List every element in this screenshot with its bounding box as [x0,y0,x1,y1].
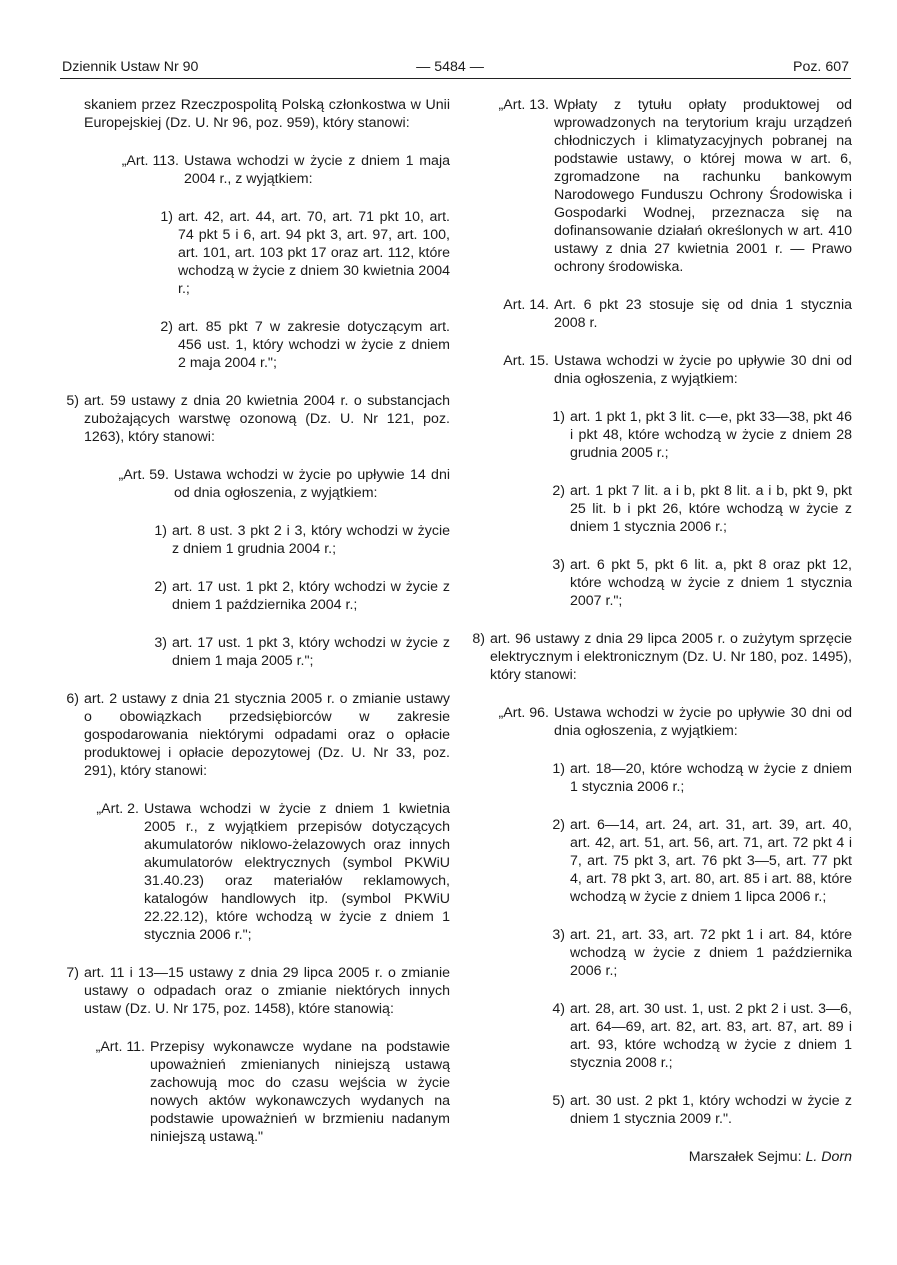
article-59 [58,466,450,502]
point-text: art. 18—20, które wchodzą w życie z dniem 1 stycznia 2006 r.; [570,761,852,795]
header-rule [60,78,851,79]
item-number: 7) [66,965,79,981]
article-label: „Art. 96. [498,705,549,721]
point-text: art. 17 ust. 1 pkt 2, który wchodzi w życie z dniem 1 października 2004 r.; [172,579,450,613]
list-item [58,318,450,372]
point-number: 4) [552,1001,565,1017]
list-item [478,760,852,796]
article-96 [478,704,852,740]
point-text: art. 6—14, art. 24, art. 31, art. 39, art. 40, art. 42, art. 51, art. 56, art. 71, art. 72 pkt 4 i 7, art. 75 pkt 3, art. 76 pkt 3—5, art. 77 pkt 4, art. 78 pkt 3, art. 80, art. 85 i art. 88, które wchodzą w życie z dniem 1 lipca 2006 r.; [570,817,852,905]
list-item [58,522,450,558]
point-text: art. 1 pkt 7 lit. a i b, pkt 8 lit. a i b, pkt 9, pkt 25 lit. b i pkt 26, które wchodzą w życie z dniem 1 stycznia 2006 r.; [570,483,852,535]
item-number: 5) [66,393,79,409]
point-number: 1) [160,209,173,225]
article-text: Ustawa wchodzi w życie z dniem 1 kwietnia 2005 r., z wyjątkiem przepisów dotyczących akumulatorów niklowo-żelazowych oraz innych akumulatorów elektrycznych (symbol PKWiU 31.40.23) oraz materiałów reklamowych, katalogów handlowych itp. (symbol PKWiU 22.22.12), które wchodzą w życie z dniem 1 stycznia 2006 r."; [144,801,450,943]
point-number: 1) [552,409,565,425]
point-number: 2) [160,319,173,335]
list-item [58,578,450,614]
article-113 [58,152,450,188]
left-column [58,96,450,1146]
article-label: Art. 14. [503,297,549,313]
article-label: „Art. 2. [96,801,139,817]
amendment-item-6 [58,690,450,780]
amendment-item-5 [58,392,450,446]
item-text: art. 96 ustawy z dnia 29 lipca 2005 r. o zużytym sprzęcie elektrycznym i elektronicznym (Dz. U. Nr 180, poz. 1495), który stanowi: [490,631,852,683]
article-14 [478,296,852,332]
position-number: Poz. 607 [792,59,849,75]
amendment-item-8 [464,630,852,684]
right-column [472,96,852,1166]
article-label: „Art. 11. [95,1039,145,1055]
item-number: 8) [472,631,485,647]
point-number: 1) [154,523,167,539]
point-text: art. 17 ust. 1 pkt 3, który wchodzi w życie z dniem 1 maja 2005 r."; [172,635,450,669]
list-item [478,556,852,610]
article-2 [58,800,450,944]
list-item [478,408,852,462]
page-number: — 5484 — [416,59,484,75]
list-item [478,816,852,906]
point-text: art. 6 pkt 5, pkt 6 lit. a, pkt 8 oraz pkt 12, które wchodzą w życie z dniem 1 stycznia 2007 r."; [570,557,852,609]
point-text: art. 28, art. 30 ust. 1, ust. 2 pkt 2 i ust. 3—6, art. 64—69, art. 82, art. 83, art. 87, art. 89 i art. 93, które wchodzą w życie z dniem 1 stycznia 2008 r.; [570,1001,852,1071]
list-item [478,482,852,536]
signature [478,1148,852,1166]
article-label: Art. 15. [503,353,549,369]
page-header [0,0,897,80]
item-text: art. 11 i 13—15 ustawy z dnia 29 lipca 2005 r. o zmianie ustawy o odpadach oraz o zmianie niektórych innych ustaw (Dz. U. Nr 175, poz. 1458), które stanowią: [84,965,450,1017]
item-text: art. 2 ustawy z dnia 21 stycznia 2005 r. o zmianie ustawy o obowiązkach przedsiębiorców w zakresie gospodarowania niektórymi odpadami oraz o opłacie produktowej i opłacie depozytowej (Dz. U. Nr 33, poz. 291), który stanowi: [84,691,450,779]
point-number: 1) [552,761,565,777]
point-text: art. 42, art. 44, art. 70, art. 71 pkt 10, art. 74 pkt 5 i 6, art. 94 pkt 3, art. 97, art. 100, art. 101, art. 103 pkt 17 oraz art. 112, które wchodzą w życie z dniem 30 kwietnia 2004 r.; [178,209,450,297]
article-11 [58,1038,450,1146]
list-item [478,1000,852,1072]
article-text: Ustawa wchodzi w życie z dniem 1 maja 2004 r., z wyjątkiem: [184,153,450,187]
point-number: 3) [552,557,565,573]
signature-role: Marszałek Sejmu: [688,1149,802,1165]
point-text: art. 1 pkt 1, pkt 3 lit. c—e, pkt 33—38, pkt 46 i pkt 48, które wchodzą w życie z dniem 28 grudnia 2005 r.; [570,409,852,461]
article-label: „Art. 13. [498,97,549,113]
article-text: Ustawa wchodzi w życie po upływie 30 dni od dnia ogłoszenia, z wyjątkiem: [554,353,852,387]
item-text: art. 59 ustawy z dnia 20 kwietnia 2004 r. o substancjach zubożających warstwę ozonową (Dz. U. Nr 121, poz. 1263), który stanowi: [84,393,450,445]
intro-paragraph: skaniem przez Rzeczpospolitą Polską członkostwa w Unii Europejskiej (Dz. U. Nr 96, poz. 959), który stanowi: [84,97,450,131]
article-label: „Art. 113. [121,153,179,169]
item-number: 6) [66,691,79,707]
point-number: 2) [552,483,565,499]
amendment-item-7 [58,964,450,1018]
article-label: „Art. 59. [118,467,169,483]
point-number: 2) [154,579,167,595]
point-text: art. 85 pkt 7 w zakresie dotyczącym art. 456 ust. 1, który wchodzi w życie z dniem 2 maja 2004 r."; [178,319,450,371]
list-item [58,634,450,670]
list-item [478,926,852,980]
point-text: art. 8 ust. 3 pkt 2 i 3, który wchodzi w życie z dniem 1 grudnia 2004 r.; [172,523,450,557]
point-number: 2) [552,817,565,833]
article-text: Art. 6 pkt 23 stosuje się od dnia 1 stycznia 2008 r. [554,297,852,331]
journal-title: Dziennik Ustaw Nr 90 [62,59,199,75]
list-item [478,1092,852,1128]
article-13 [478,96,852,276]
point-number: 5) [552,1093,565,1109]
article-text: Przepisy wykonawcze wydane na podstawie upoważnień zmienianych niniejszą ustawą zachowują moc do czasu wejścia w życie nowych aktów wykonawczych wydanych na podstawie upoważnień w brzmieniu nadanym niniejszą ustawą." [150,1039,450,1145]
point-text: art. 21, art. 33, art. 72 pkt 1 i art. 84, które wchodzą w życie z dniem 1 października 2006 r.; [570,927,852,979]
point-number: 3) [552,927,565,943]
signature-name: L. Dorn [805,1149,852,1165]
point-number: 3) [154,635,167,651]
list-item [58,208,450,298]
article-text: Wpłaty z tytułu opłaty produktowej od wprowadzonych na terytorium kraju urządzeń chłodniczych i klimatyzacyjnych pobranej na podstawie ustawy, o której mowa w art. 6, zgromadzone na rachunku bankowym Narodowego Funduszu Ochrony Środowiska i Gospodarki Wodnej, przeznacza się na dofinansowanie działań określonych w art. 410 ustawy z dnia 27 kwietnia 2001 r. — Prawo ochrony środowiska. [554,97,852,275]
article-text: Ustawa wchodzi w życie po upływie 14 dni od dnia ogłoszenia, z wyjątkiem: [174,467,450,501]
article-text: Ustawa wchodzi w życie po upływie 30 dni od dnia ogłoszenia, z wyjątkiem: [554,705,852,739]
article-15 [478,352,852,388]
point-text: art. 30 ust. 2 pkt 1, który wchodzi w życie z dniem 1 stycznia 2009 r.". [570,1093,852,1127]
